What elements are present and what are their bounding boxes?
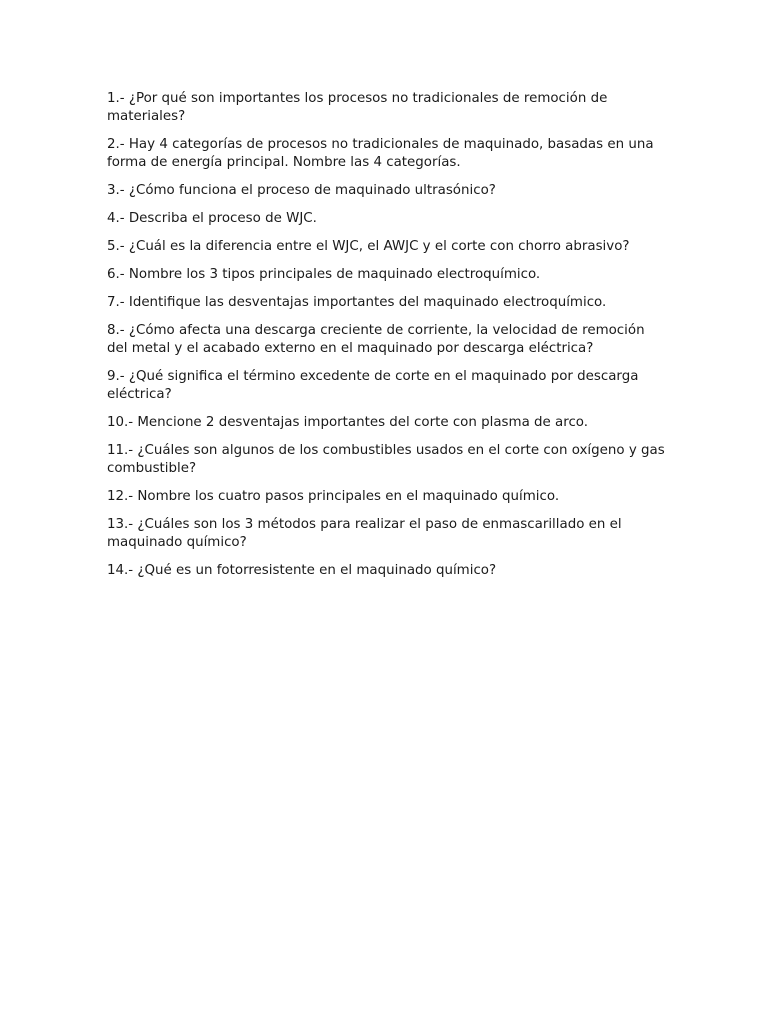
question-item: 12.- Nombre los cuatro pasos principales en el maquinado químico. xyxy=(107,489,560,504)
question-item: 2.- Hay 4 categorías de procesos no tradicionales de maquinado, basadas en una forma de energía principal. Nombre las 4 categorías. xyxy=(107,137,654,170)
question-item: 11.- ¿Cuáles son algunos de los combustibles usados en el corte con oxígeno y gas combustible? xyxy=(107,443,665,476)
question-item: 1.- ¿Por qué son importantes los procesos no tradicionales de remoción de materiales? xyxy=(107,91,608,124)
question-item: 4.- Describa el proceso de WJC. xyxy=(107,211,317,226)
question-item: 14.- ¿Qué es un fotorresistente en el maquinado químico? xyxy=(107,563,497,578)
question-item: 9.- ¿Qué significa el término excedente de corte en el maquinado por descarga eléctrica? xyxy=(107,369,639,402)
question-item: 6.- Nombre los 3 tipos principales de maquinado electroquímico. xyxy=(107,267,541,282)
question-item: 13.- ¿Cuáles son los 3 métodos para realizar el paso de enmascarillado en el maquinado químico? xyxy=(107,517,622,550)
question-item: 5.- ¿Cuál es la diferencia entre el WJC, el AWJC y el corte con chorro abrasivo? xyxy=(107,239,630,254)
question-list xyxy=(107,90,667,590)
question-item: 7.- Identifique las desventajas importantes del maquinado electroquímico. xyxy=(107,295,607,310)
question-item: 8.- ¿Cómo afecta una descarga creciente de corriente, la velocidad de remoción del metal y el acabado externo en el maquinado por descarga eléctrica? xyxy=(107,323,645,356)
question-item: 3.- ¿Cómo funciona el proceso de maquinado ultrasónico? xyxy=(107,183,496,198)
question-item: 10.- Mencione 2 desventajas importantes del corte con plasma de arco. xyxy=(107,415,589,430)
